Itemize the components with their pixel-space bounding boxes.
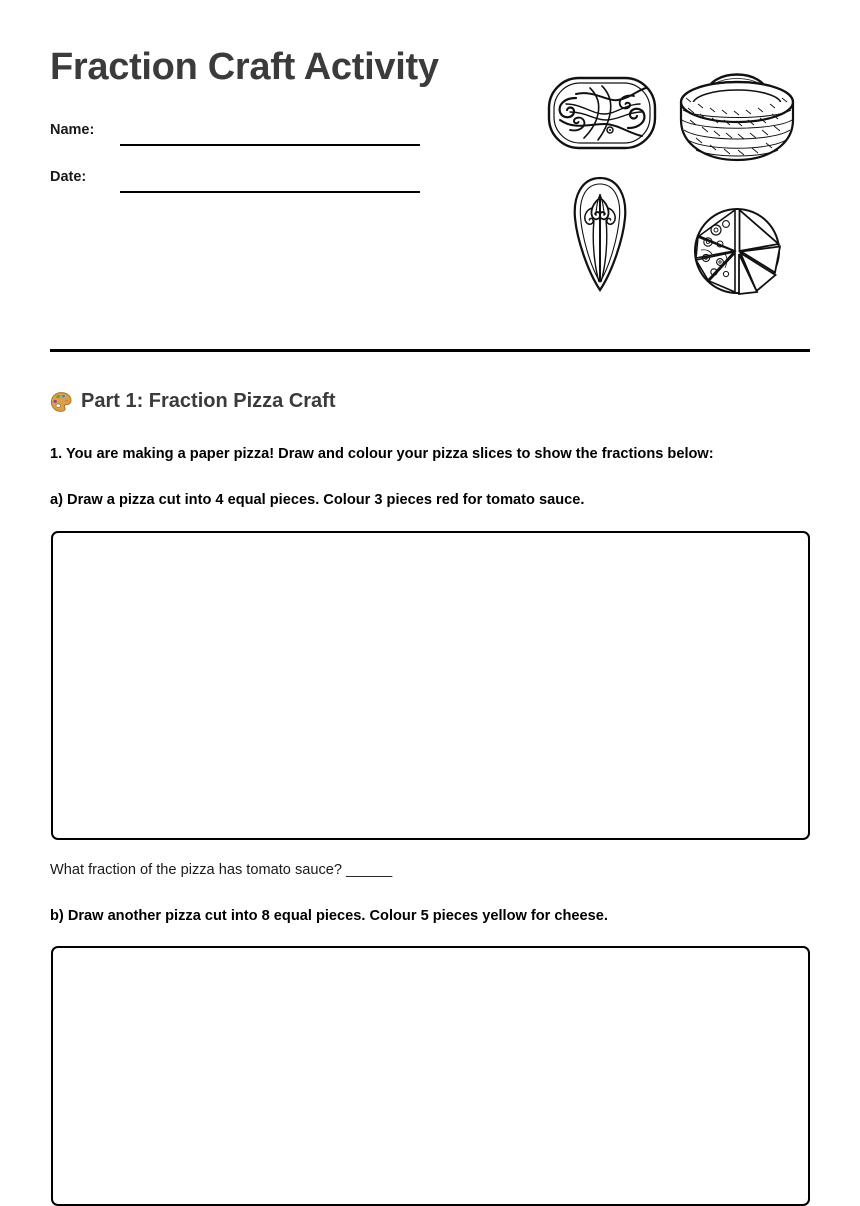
page-title: Fraction Craft Activity <box>50 46 439 88</box>
koru-scroll-carving-illustration <box>546 74 658 152</box>
palette-icon <box>50 391 72 413</box>
date-field-label: Date: <box>50 169 87 185</box>
section-divider <box>50 349 810 352</box>
instruction-part-a: a) Draw a pizza cut into 4 equal pieces. Colour 3 pieces red for tomato sauce. <box>50 492 585 508</box>
leaf-pendant-illustration <box>570 174 630 294</box>
section-heading-label: Part 1: Fraction Pizza Craft <box>81 390 336 412</box>
sliced-pizza-illustration <box>692 206 782 296</box>
part-a-followup-question <box>50 862 392 878</box>
drawing-area-part-a[interactable] <box>51 531 810 840</box>
part-a-answer-blank[interactable]: ______ <box>346 862 392 878</box>
part-a-followup-text: What fraction of the pizza has tomato sauce? <box>50 862 347 878</box>
instruction-intro: 1. You are making a paper pizza! Draw and colour your pizza slices to show the fractions below: <box>50 446 714 462</box>
name-field-line[interactable] <box>120 144 420 146</box>
date-field-line[interactable] <box>120 191 420 193</box>
name-field-label: Name: <box>50 122 95 138</box>
drawing-area-part-b[interactable] <box>51 946 810 1206</box>
woven-basket-illustration <box>676 58 798 170</box>
instruction-part-b: b) Draw another pizza cut into 8 equal pieces. Colour 5 pieces yellow for cheese. <box>50 908 608 924</box>
section-heading <box>50 390 336 413</box>
